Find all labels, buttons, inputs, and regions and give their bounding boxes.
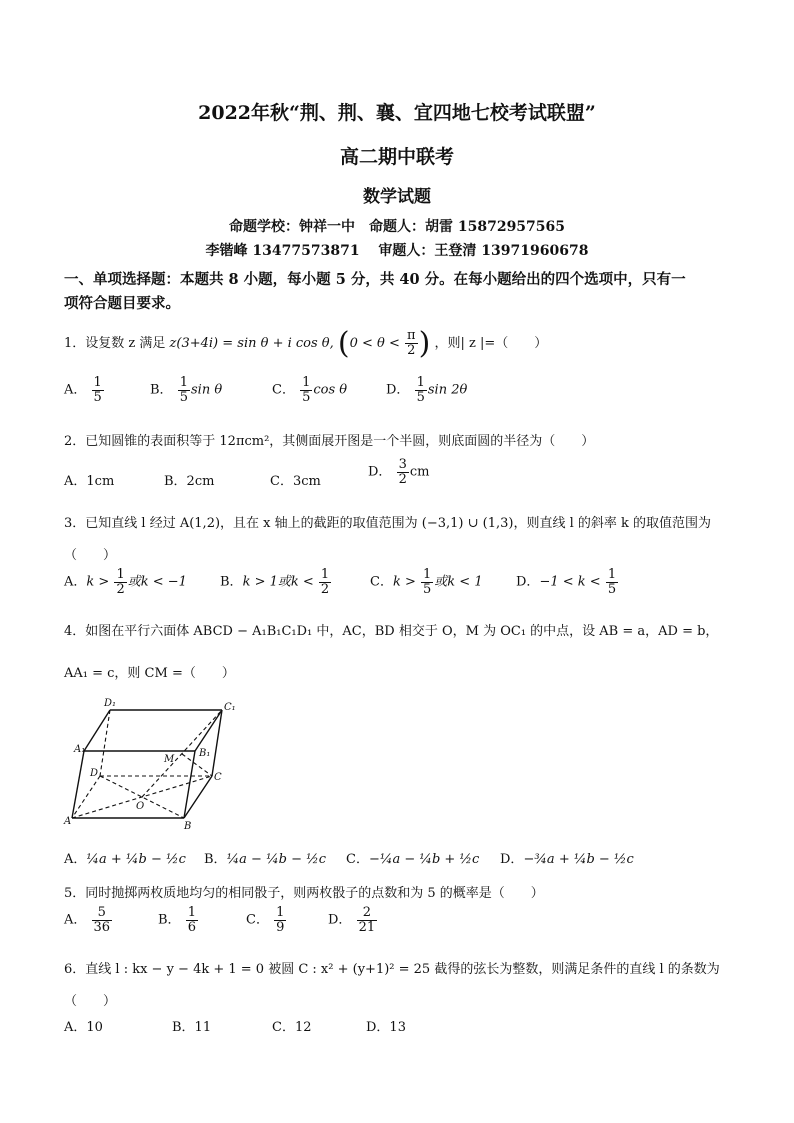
q2-option-d[interactable]	[368, 458, 429, 486]
subject-title: 数学试题	[363, 187, 431, 207]
frac-num: 2	[357, 906, 378, 921]
q3-option-a[interactable]	[64, 568, 187, 596]
q2-option-b[interactable]: B．2cm	[164, 474, 215, 489]
question-5: 5．同时抛掷两枚质地均匀的相同骰子，则两枚骰子的点数和为 5 的概率是（ ）	[64, 886, 544, 901]
option-fraction	[606, 568, 618, 596]
frac-num: 5	[92, 906, 113, 921]
option-fraction	[319, 568, 331, 596]
frac-num: 1	[423, 567, 432, 582]
label-a1: A₁	[74, 744, 86, 755]
frac-num: 1	[276, 905, 285, 920]
frac-num: 1	[93, 375, 102, 390]
question-6-line2: （ ）	[64, 994, 117, 1009]
q6-option-a[interactable]: A．10	[64, 1020, 103, 1035]
option-label: D．	[500, 852, 524, 867]
frac-num: 1	[302, 375, 311, 390]
option-fraction	[186, 906, 198, 934]
option-label: D．	[386, 382, 410, 398]
q4-option-b[interactable]	[204, 848, 326, 867]
option-fraction	[397, 458, 409, 486]
label-b1: B₁	[199, 748, 211, 759]
option-pre: k > 1或k <	[242, 574, 314, 590]
frac-num: 1	[416, 375, 425, 390]
frac-den: 21	[358, 919, 376, 935]
q2-option-a[interactable]: A．1cm	[64, 474, 115, 489]
section-heading-line2: 项符合题目要求。	[64, 295, 180, 312]
label-b: B	[184, 821, 192, 830]
label-d: D	[90, 768, 99, 779]
frac-den: 2	[116, 581, 125, 597]
question-1	[64, 326, 547, 361]
frac-den: 5	[302, 389, 311, 405]
q1-condition: 0 < θ <	[349, 336, 400, 351]
option-label: B．	[204, 852, 227, 867]
option-label: B．	[150, 382, 173, 398]
exam-subtitle: 高二期中联考	[339, 146, 454, 168]
option-fraction	[421, 568, 433, 596]
option-label: C．	[370, 574, 393, 590]
option-tail: sin 2θ	[427, 382, 468, 398]
option-fraction	[114, 568, 126, 596]
frac-num: 1	[607, 567, 617, 582]
option-post: 或k < −1	[127, 574, 187, 590]
option-fraction	[92, 906, 113, 934]
option-label: D．	[368, 464, 392, 480]
label-d1: D₁	[104, 698, 117, 709]
label-c: C	[214, 772, 222, 783]
question-2: 2．已知圆锥的表面积等于 12πcm²，其侧面展开图是一个半圆，则底面圆的半径为（ ）	[64, 434, 595, 449]
q3-option-c[interactable]	[370, 568, 483, 596]
label-c1: C₁	[224, 702, 236, 713]
frac-den: 6	[187, 919, 196, 935]
option-label: B．	[220, 574, 243, 590]
question-4-line2: AA₁ = c，则 CM =（ ）	[64, 666, 235, 681]
edge-a1d1	[84, 710, 110, 751]
frac-den: 5	[423, 581, 432, 597]
frac-num: 1	[320, 567, 330, 582]
frac-den: 9	[276, 919, 285, 935]
option-label: C．	[272, 382, 295, 398]
frac-den: 5	[607, 581, 617, 597]
edge-a1a	[72, 751, 84, 818]
q1-pi-over-2	[405, 329, 418, 357]
option-label: C．	[346, 852, 369, 867]
q4-option-c[interactable]	[346, 848, 479, 867]
parallelepiped-figure	[62, 696, 242, 830]
option-fraction	[300, 376, 312, 404]
frac-num: 1	[179, 375, 188, 390]
q6-option-b[interactable]: B．11	[172, 1020, 212, 1035]
option-fraction	[357, 906, 378, 934]
option-unit: cm	[409, 464, 430, 480]
frac-num: 1	[116, 567, 125, 582]
question-6-line1: 6．直线 l : kx − y − 4k + 1 = 0 被圆 C : x² + (y+1)² = 25 截得的弦长为整数，则满足条件的直线 l 的条数为	[64, 962, 720, 977]
option-fraction	[274, 906, 286, 934]
exam-title: 2022年秋“荆、荆、襄、宜四地七校考试联盟”	[198, 102, 596, 124]
q2-option-c[interactable]: C．3cm	[270, 474, 321, 489]
question-4-line1: 4．如图在平行六面体 ABCD − A₁B₁C₁D₁ 中，AC，BD 相交于 O，M 为 OC₁ 的中点，设 AB = a，AD = b，	[64, 624, 719, 639]
option-label: A．	[64, 382, 87, 398]
q1-option-c[interactable]	[272, 376, 347, 404]
frac-num: π	[407, 328, 416, 344]
q6-option-d[interactable]: D．13	[366, 1020, 406, 1035]
option-label: D．	[516, 574, 540, 590]
q6-option-c[interactable]: C．12	[272, 1020, 312, 1035]
option-label: A．	[64, 912, 87, 928]
q3-option-d[interactable]	[516, 568, 619, 596]
q3-option-b[interactable]	[220, 568, 332, 596]
option-label: A．	[64, 852, 87, 867]
q1-option-a[interactable]	[64, 376, 105, 404]
q4-option-d[interactable]	[500, 848, 634, 867]
label-o: O	[136, 801, 145, 812]
question-3-line2: （ ）	[64, 548, 117, 563]
option-expr: −¾a + ¼b − ½c	[523, 852, 634, 867]
q5-option-a[interactable]	[64, 906, 113, 934]
option-fraction	[92, 376, 104, 404]
label-a: A	[64, 816, 72, 827]
frac-num: 3	[398, 457, 407, 472]
option-fraction	[178, 376, 190, 404]
label-m: M	[164, 754, 175, 765]
frac-den: 5	[416, 389, 425, 405]
frac-num: 1	[187, 905, 196, 920]
option-label: D．	[328, 912, 352, 928]
option-tail: cos θ	[313, 382, 348, 398]
open-paren: (	[337, 326, 350, 361]
edge-bc	[184, 776, 212, 818]
option-expr: ¼a + ¼b − ½c	[86, 852, 186, 867]
frac-den: 5	[179, 389, 188, 405]
close-paren: )	[418, 326, 431, 361]
frac-den: 2	[320, 581, 330, 597]
q5-option-b[interactable]	[158, 906, 199, 934]
option-fraction	[415, 376, 427, 404]
question-3-line1: 3．已知直线 l 经过 A(1,2)，且在 x 轴上的截距的取值范围为 (−3,1) ∪ (1,3)，则直线 l 的斜率 k 的取值范围为	[64, 516, 712, 531]
edge-c1b1	[195, 710, 222, 751]
author-line-2: 李锴峰 13477573871 审题人：王登清 13971960678	[205, 243, 589, 259]
option-label: A．	[64, 574, 87, 590]
q5-option-d[interactable]	[328, 906, 378, 934]
q1-equation: z(3+4i) = sin θ + i cos θ,	[169, 336, 334, 351]
frac-den: 36	[93, 919, 111, 935]
frac-den: 2	[398, 471, 407, 487]
option-pre: −1 < k <	[539, 574, 601, 590]
q1-option-d[interactable]	[386, 376, 467, 404]
option-pre: k >	[392, 574, 416, 590]
q4-option-a[interactable]	[64, 848, 186, 867]
q1-suffix: ，则| z |=（ ）	[434, 336, 548, 351]
author-line-1: 命题学校：钟祥一中 命题人：胡雷 15872957565	[228, 219, 566, 235]
q1-option-b[interactable]	[150, 376, 222, 404]
option-post: 或k < 1	[434, 574, 483, 590]
option-label: B．	[158, 912, 181, 928]
frac-den: 2	[407, 343, 416, 358]
q1-prefix: 1．设复数 z 满足	[64, 336, 166, 351]
option-expr: −¼a − ¼b + ½c	[368, 852, 480, 867]
option-expr: ¼a − ¼b − ½c	[226, 852, 327, 867]
option-pre: k >	[86, 574, 110, 590]
frac-den: 5	[93, 389, 102, 405]
edge-d1d	[100, 710, 110, 776]
q5-option-c[interactable]	[246, 906, 287, 934]
edge-b1b	[184, 751, 195, 818]
option-label: C．	[246, 912, 269, 928]
section-heading-line1: 一、单项选择题：本题共 8 小题，每小题 5 分，共 40 分。在每小题给出的四个选项中，只有一	[64, 271, 686, 288]
option-tail: sin θ	[190, 382, 223, 398]
